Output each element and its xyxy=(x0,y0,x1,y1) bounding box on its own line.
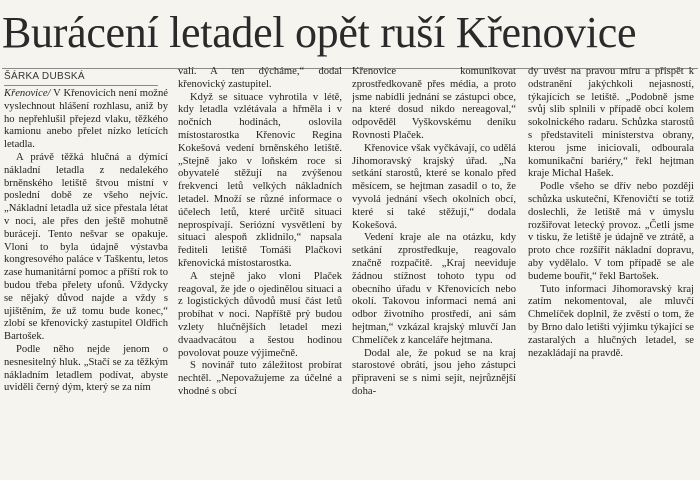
paragraph-9: Křenovice však vyčkávají, co udělá Jihomoravský krajský úřad. „Na setkání starostů, které se konalo před měsícem, se hejtman zasadil o to, že vyvolá jednání všech okolních obcí, které si také stěžují,“ dodala Kokešová. xyxy=(352,142,516,231)
article-column-4 xyxy=(528,66,694,476)
paragraph-1 xyxy=(4,88,168,152)
article-column-2 xyxy=(178,66,342,476)
paragraph-10: Vedení kraje ale na otázku, kdy setkání zprostředkuje, reagovalo značně rozpačitě. „Kraj neeviduje žádnou stížnost tohoto typu od obecního úřadu v Křenovicích nebo okolí. Takovou informaci nemá ani odbor životního prostředí, ani sám hejtman,“ vzkázal krajský mluvčí Jan Chmelíček z kanceláře hejtmana. xyxy=(352,232,516,346)
paragraph-2: A právě těžká hlučná a dýmící nákladní letadla z nedalekého brněnského letiště štvou místní v poslední době ze všeho nejvíc. „Nákladní letadla už sice přestala létat v noci, ale přes den ještě mohutně burácejí. Tento nešvar se opakuje. Vloni to byla údajně výstavba kongresového paláce v Taškentu, letos zase humanitární pomoc a příští rok to budou třeba přelety ufonů. Vždycky se nějaký důvod najde a vždy s ujištěním, že už tomu bude konec,“ zlobí se křenovický zastupitel Oldřich Bartošek. xyxy=(4,151,168,343)
paragraph-7: S novinář tuto záležitost probírat nechtěl. „Nepovažujeme za účelné a vhodné s obcí xyxy=(178,360,342,397)
paragraph-4: valí. A ten dýcháme,“ dodal křenovický zastupitel. xyxy=(178,66,342,90)
article-column-3 xyxy=(352,66,516,476)
paragraph-5: Když se situace vyhrotila v létě, kdy letadla vzlétávala a hřměla i v nočních hodinách, oslovila místostarostka Křenovic Regina Kokešová vedení brněnského letiště. „Stejně jako v loňském roce si obyvatelé stěžují na zvýšenou frekvenci letů velkých nákladních letadel. Množí se různé informace o účelech letů, které určitě situaci neprospívají. Seriózní vysvětlení by situaci alespoň zklidnilo,“ napsala řediteli letiště Tomáši Plačkovi křenovická místostarostka. xyxy=(178,91,342,269)
article-headline: Burácení letadel opět ruší Křenovice xyxy=(2,8,637,57)
paragraph-12: dy uvést na pravou míru a přispět k odstranění jakýchkoli nejasností, týkajících se letiště. „Podobně jsme svůj slib splnili v případě obcí kolem sokolnického radaru. Schůzka starostů s představiteli ministerstva obrany, kterou jsme iniciovali, odbourala komunikační bariéry,“ řekl hejtman kraje Michal Hašek. xyxy=(528,66,694,180)
paragraph-13: Podle všeho se dřív nebo později schůzka uskuteční, Křenovičtí se totiž doslechli, že letiště má v úmyslu rozšiřovat letecký provoz. „Četli jsme v tisku, že letiště je údajně ve ztrátě, a proto chce rozšířit nákladní dopravu, aby vydělalo. V tom případě se ale budeme bouřit,“ řekl Bartošek. xyxy=(528,181,694,282)
paragraph-3: Podle něho nejde jenom o nesnesitelný hluk. „Stačí se za těžkým nákladním letadlem podívat, abyste uviděli černý dým, který se za ním xyxy=(4,343,168,394)
paragraph-11: Dodal ale, že pokud se na kraj starostové obrátí, jsou jeho zástupci připraveni se s nimi sejít, nejrůznější doha- xyxy=(352,347,516,397)
paragraph-14: Tuto informaci Jihomoravský kraj zatím nekomentoval, ale mluvčí Chmelíček doplnil, že zvěstí o tom, že by Brno dalo letišti výjimku týkající se zastaralých a hlučných letadel, se nezakládají na pravdě. xyxy=(528,283,694,359)
paragraph-6: A stejně jako vloni Plaček reagoval, že jde o ojedinělou situaci a z logistických důvodů musí část letů probíhat v noci. Napříště prý budou vzlety hlučnějších letadel mezi dvaadvacátou a šestou hodinou povolovat pouze výjimečně. xyxy=(178,270,342,359)
byline: ŠÁRKA DUBSKÁ xyxy=(4,71,85,82)
dateline-place: Křenovice/ xyxy=(4,88,51,99)
article-column-1 xyxy=(4,88,168,476)
paragraph-8: Křenovice komunikovat zprostředkovaně přes média, a proto jsme nabídli jednání se zástupci obce, na které dosud nikdo nereagoval,“ odpověděl Vyškovskému deníku Rovnosti Plaček. xyxy=(352,66,516,141)
byline-rule xyxy=(4,85,158,86)
paragraph-1-text: V Křenovicích není možné vyslechnout hlášení rozhlasu, aniž by ho nepřehlušil přejezd vlaku, těžkého kamionu anebo přelet nízko letících letadla. xyxy=(4,88,168,151)
